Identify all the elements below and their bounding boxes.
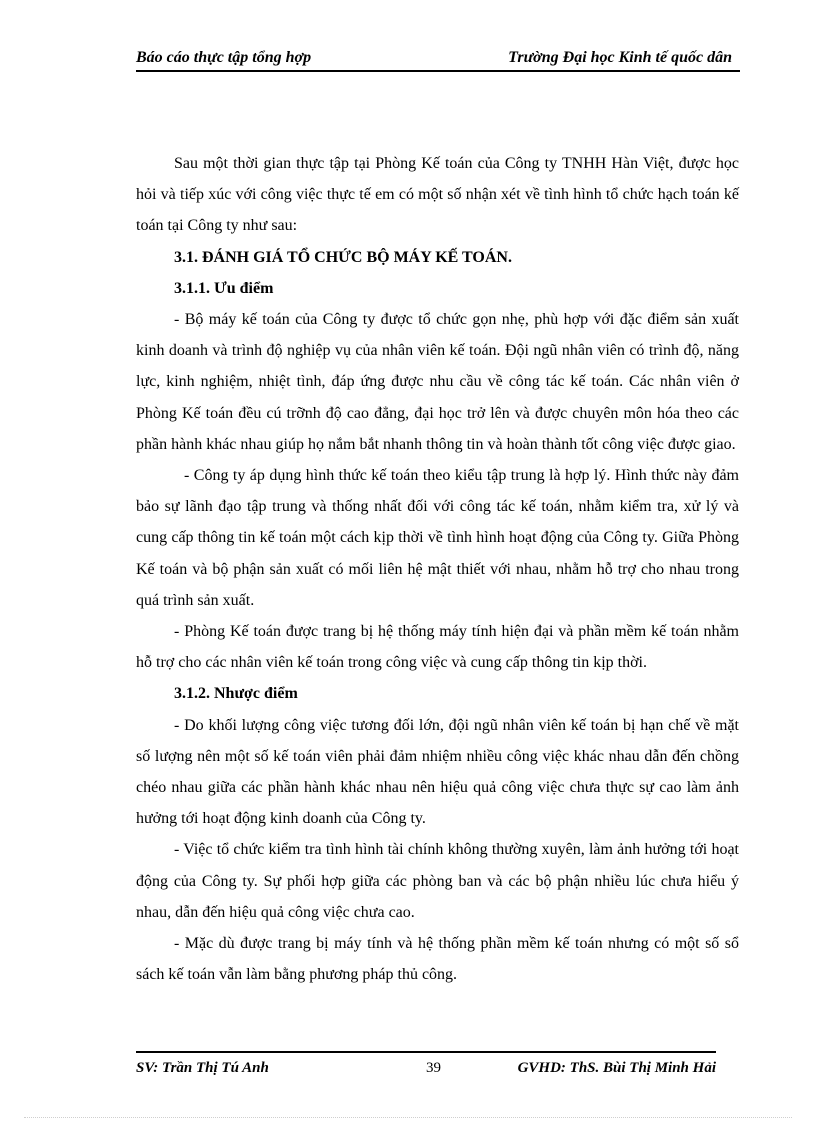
- section-heading: 3.1. ĐÁNH GIÁ TỔ CHỨC BỘ MÁY KẾ TOÁN.: [174, 248, 512, 266]
- disadvantage-paragraph-2: - Việc tổ chức kiểm tra tình hình tài chính không thường xuyên, làm ảnh hưởng tới hoạt động của Công ty. Sự phối hợp giữa các phòng ban và các bộ phận nhiều lúc chưa hiểu ý nhau, dẫn đến hiệu quả công việc chưa cao.: [136, 841, 739, 921]
- document-body: [136, 148, 739, 990]
- advantages-heading: 3.1.1. Ưu điểm: [174, 279, 274, 297]
- page-bottom-divider: [24, 1117, 792, 1118]
- footer-student: SV: Trần Thị Tú Anh: [136, 1060, 269, 1076]
- footer-advisor: GVHD: ThS. Bùi Thị Minh Hải: [517, 1060, 716, 1076]
- intro-paragraph: Sau một thời gian thực tập tại Phòng Kế toán của Công ty TNHH Hàn Việt, được học hỏi và tiếp xúc với công việc thực tế em có một số nhận xét về tình hình tổ chức hạch toán kế toán tại Công ty như sau:: [136, 155, 739, 235]
- disadvantage-paragraph-3: - Mặc dù được trang bị máy tính và hệ thống phần mềm kế toán nhưng có một số sổ sách kế toán vẫn làm bằng phương pháp thủ công.: [136, 935, 739, 984]
- header-report-title: Báo cáo thực tập tổng hợp: [136, 49, 312, 66]
- disadvantage-paragraph-1: - Do khối lượng công việc tương đối lớn, đội ngũ nhân viên kế toán bị hạn chế về mặt số lượng nên một số kế toán viên phải đảm nhiệm nhiều công việc khác nhau dẫn đến chồng chéo nhau giữa các phần hành khác nhau nên hiệu quả công việc chưa thực sự cao làm ảnh hưởng tới hoạt động kinh doanh của Công ty.: [136, 716, 739, 828]
- page-footer: [136, 1051, 716, 1077]
- page-number: 39: [426, 1060, 441, 1076]
- advantage-paragraph-2: - Công ty áp dụng hình thức kế toán theo kiểu tập trung là hợp lý. Hình thức này đảm bảo sự lãnh đạo tập trung và thống nhất đối với công tác kế toán, nhằm kiểm tra, xử lý và cung cấp thông tin kế toán một cách kịp thời về tình hình hoạt động của Công ty. Giữa Phòng Kế toán và bộ phận sản xuất có mối liên hệ mật thiết với nhau, nhằm hỗ trợ cho nhau trong quá trình sản xuất.: [136, 467, 739, 609]
- disadvantages-heading: 3.1.2. Nhược điểm: [174, 685, 298, 703]
- advantage-paragraph-1: - Bộ máy kế toán của Công ty được tổ chức gọn nhẹ, phù hợp với đặc điểm sản xuất kinh doanh và trình độ nghiệp vụ của nhân viên kế toán. Đội ngũ nhân viên có trình độ, năng lực, kinh nghiệm, nhiệt tình, đáp ứng được nhu cầu về công tác kế toán. Các nhân viên ở Phòng Kế toán đều cú trỡnh độ cao đẳng, đại học trở lên và được chuyên môn hóa theo các phần hành khác nhau giúp họ nắm bắt nhanh thông tin và hoàn thành tốt công việc được giao.: [136, 311, 739, 453]
- header-university: Trường Đại học Kinh tế quốc dân: [508, 49, 732, 66]
- page-header: [136, 46, 740, 72]
- advantage-paragraph-3: - Phòng Kế toán được trang bị hệ thống máy tính hiện đại và phần mềm kế toán nhằm hỗ trợ cho các nhân viên kế toán trong công việc và cung cấp thông tin kịp thời.: [136, 623, 739, 672]
